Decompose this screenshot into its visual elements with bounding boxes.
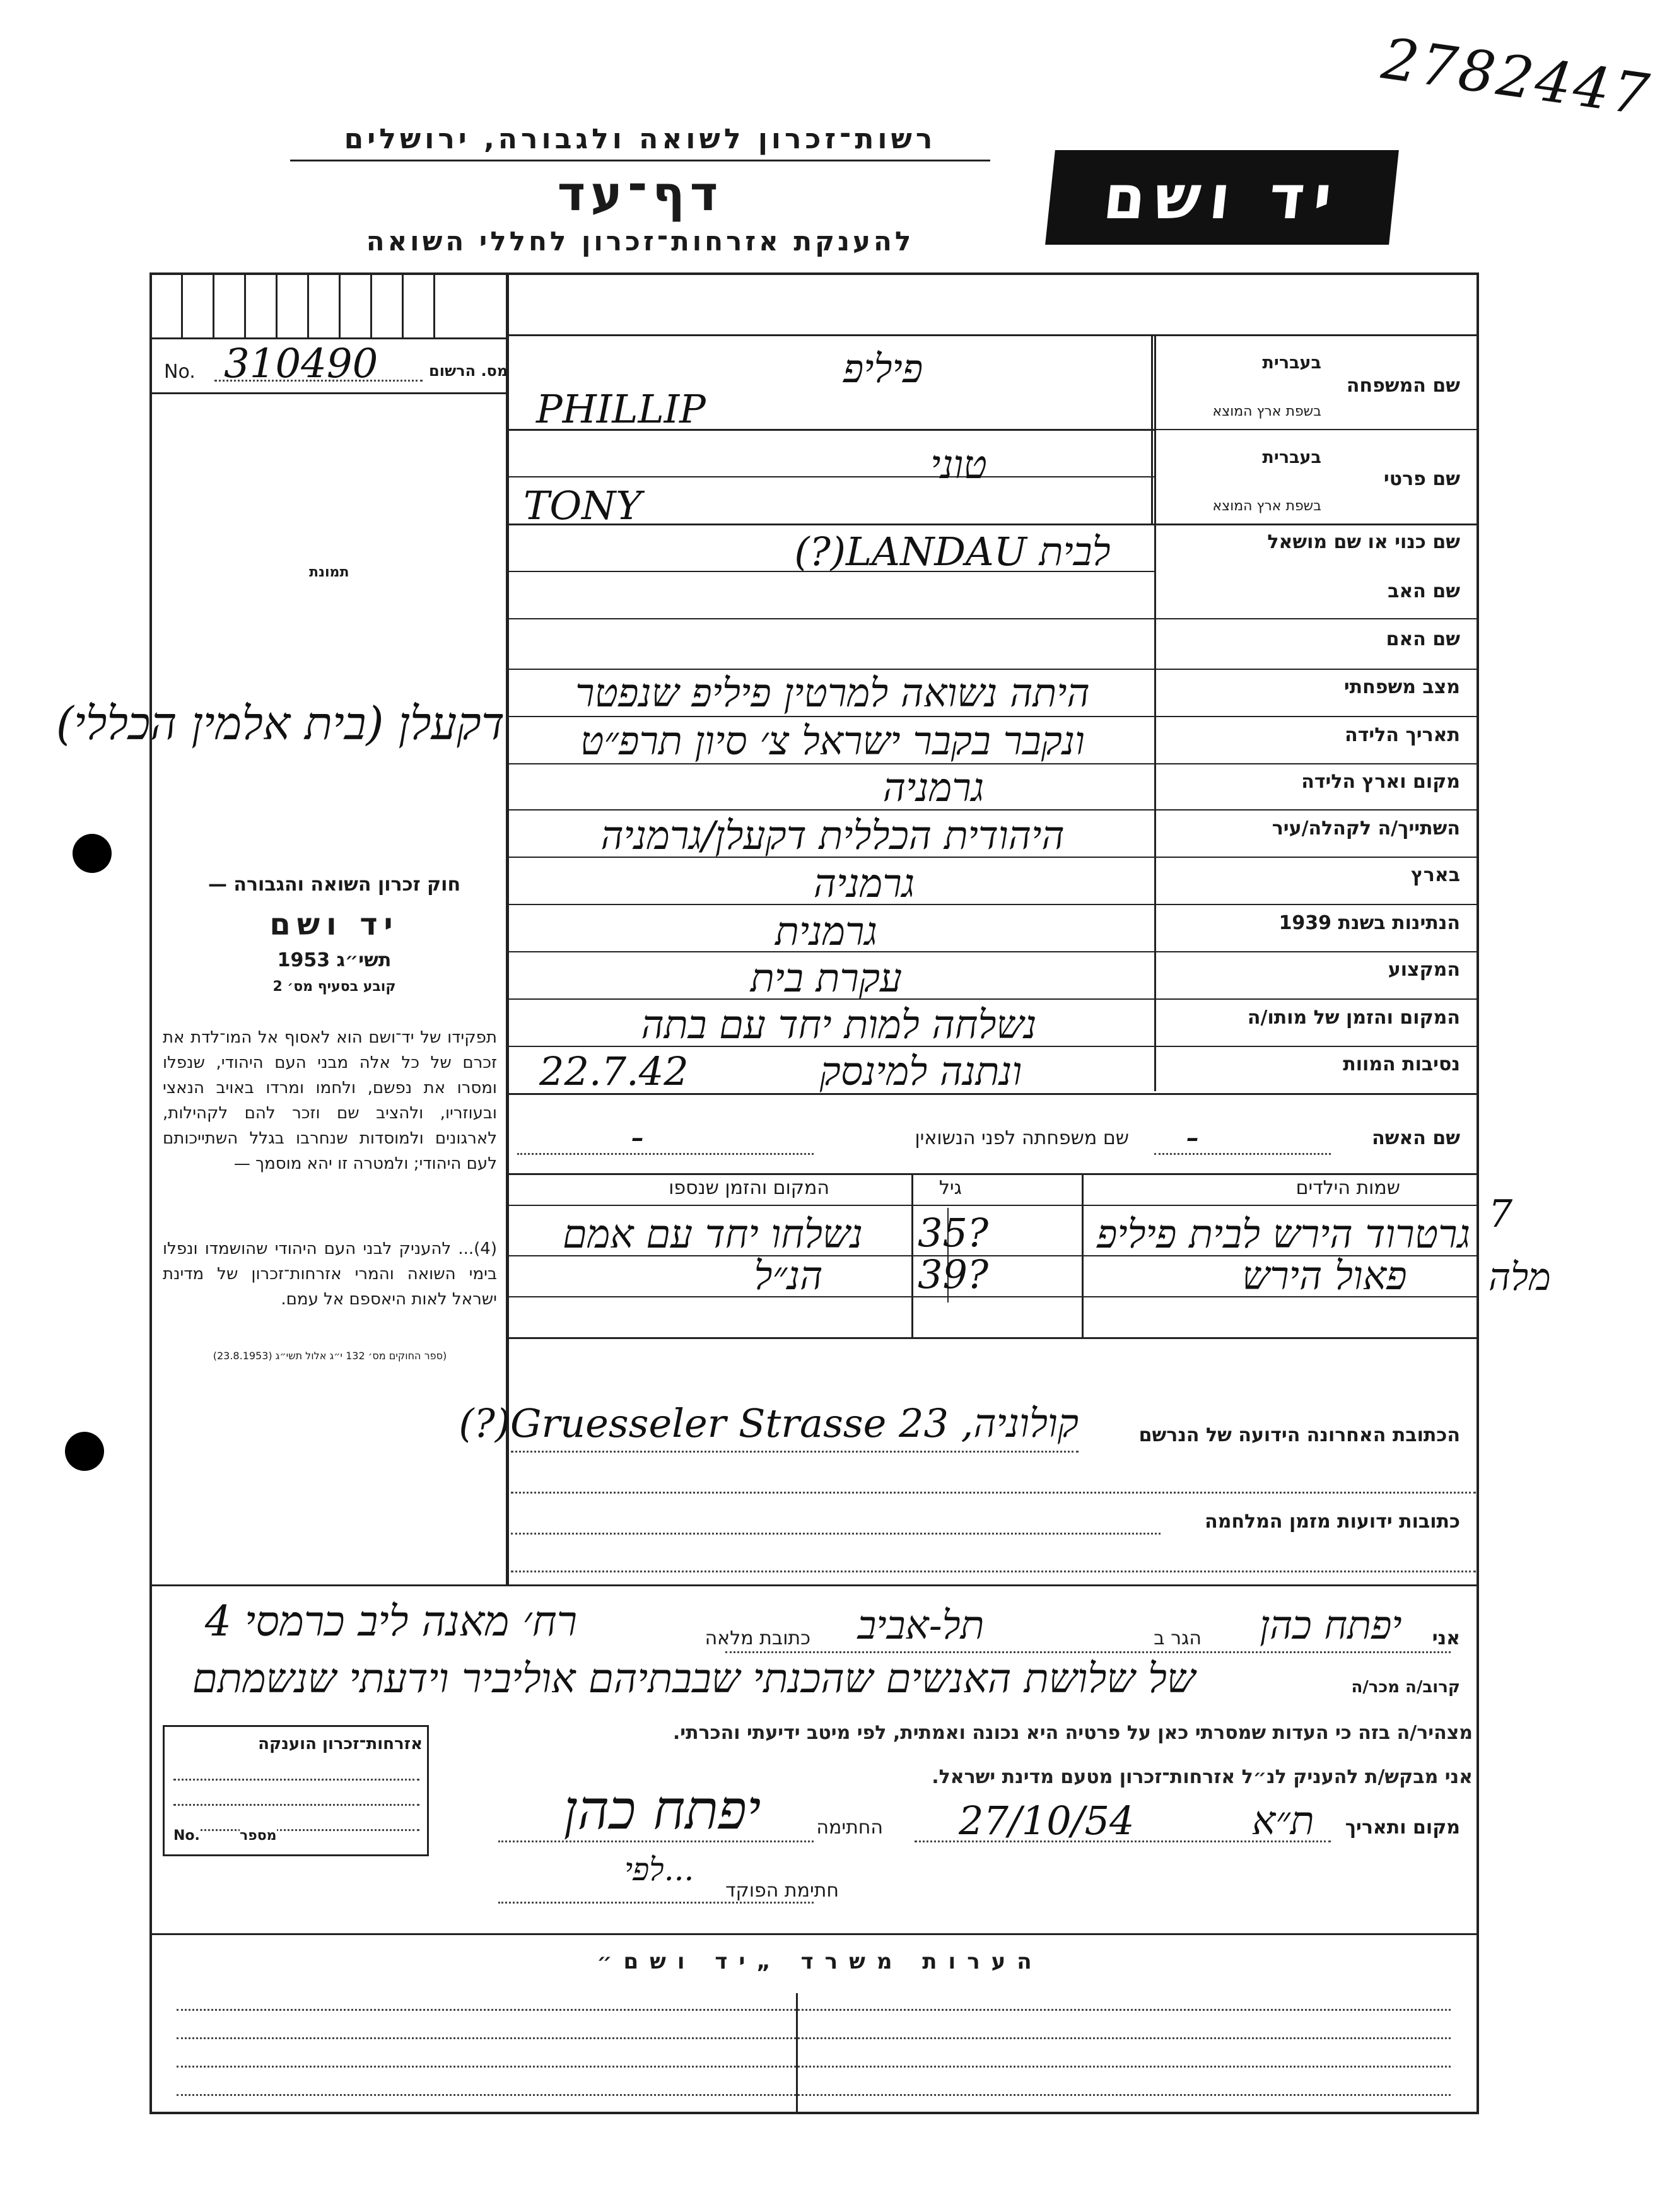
row-line xyxy=(506,618,1479,619)
row-line xyxy=(506,1337,1479,1339)
section-line xyxy=(149,1584,1479,1586)
law-citation: (ספר החוקים מס׳ 132 י״ג אלול תשי״ג (23.8.1953) xyxy=(213,1350,447,1362)
hole-punch xyxy=(65,1432,104,1471)
authority-title: רשות־זכרון לשואה ולגבורה, ירושלים xyxy=(344,123,937,155)
law-name: יד ושם xyxy=(269,907,399,942)
child-place-2: הנ״ל xyxy=(754,1253,823,1299)
row-line xyxy=(506,476,1154,477)
law-text-1: תפקידו של יד־ושם הוא לאסוף אל המו־לדת את זכרם של כל אלה מבני העם היהודי, שנפלו ומסרו את נפשם, ולחמו ומרדו באויב הנאצי ובעוזריו, ולהציב שם וזכר להם לקהילות, לארגונים ולמוסדות שנחרבו בגלל השתייכותם לעם היהודי; ולמטרה זו יהא מוסמך — xyxy=(163,1028,497,1173)
strip-div xyxy=(433,272,435,337)
strip-div xyxy=(244,272,246,337)
value-last-address: קולוניה, Gruesseler Strasse 23(?) xyxy=(459,1400,1079,1446)
notes-dots xyxy=(177,2066,1451,2068)
value-witness-name: יפתח כהן xyxy=(1260,1602,1402,1648)
value-witness-relation: של שלושת האנשים שהכנתי שבבתיהם אוליביר וידעתי שנשמתם xyxy=(192,1656,1196,1702)
spouse-maiden-dots xyxy=(517,1153,814,1155)
child-name-1: גרטרוד הירש לבית פיליפ xyxy=(1096,1211,1471,1257)
label-first-hebrew: בעברית xyxy=(1262,448,1321,467)
section-line xyxy=(149,1933,1479,1935)
row-line xyxy=(506,1173,1479,1175)
child-age-2: 39? xyxy=(918,1251,989,1297)
value-profession: עקרת בית xyxy=(750,955,903,1001)
law-text-2: (4)... להעניק לבני העם היהודי שהושמדו ונפלו בימי השואה והמרי אזרחות־זכרון של מדינת ישראל לאות היאספם אל עמם. xyxy=(163,1239,497,1309)
signature-dots xyxy=(498,1840,814,1842)
wartime-dots xyxy=(511,1533,1161,1535)
law-clause: קובע בסעיף מס׳ 2 xyxy=(272,979,396,995)
row-line xyxy=(506,524,1479,525)
registry-dots xyxy=(214,380,423,382)
strip-div xyxy=(402,272,404,337)
strip-div xyxy=(339,272,341,337)
right-margin-note-2: מלה xyxy=(1488,1255,1551,1299)
label-death-circ: נסיבות המוות xyxy=(1343,1053,1460,1075)
row-line xyxy=(506,904,1479,905)
law-year: תשי״ג 1953 xyxy=(277,949,392,971)
wartime-dots-2 xyxy=(511,1571,1476,1572)
child-place-1: נשלחו יחד עם אמם xyxy=(562,1211,863,1257)
col-children-place: המקום והזמן שנספו xyxy=(669,1177,829,1199)
notes-dots xyxy=(177,2094,1451,2096)
spouse-dots xyxy=(1154,1153,1331,1155)
value-date: 27/10/54 xyxy=(959,1798,1135,1844)
left-margin-note: דקעלן (בית אלמין הכללי) xyxy=(56,697,505,750)
granted-dots xyxy=(173,1804,419,1806)
value-death-circ: ונתנה למינסק xyxy=(819,1048,1022,1094)
granted-no-label: No. xyxy=(173,1828,200,1844)
value-signature: יפתח כהן xyxy=(563,1779,761,1842)
label-family-native: בשפת ארץ המוצא xyxy=(1212,404,1321,419)
value-place: ת״א xyxy=(1252,1798,1314,1844)
granted-dots xyxy=(173,1829,419,1831)
label-birth-place: מקום וארץ הלידה xyxy=(1301,771,1460,793)
place-date-dots xyxy=(915,1840,1331,1842)
label-witness-resides: הגר ב xyxy=(1154,1627,1202,1649)
value-officer: לפי... xyxy=(624,1851,694,1888)
value-witness-address: רח׳ מאנה ליב כרמסי 4 xyxy=(204,1597,578,1646)
value-death-place: נשלחה למות יחד עם בתה xyxy=(641,1002,1037,1048)
authority-underline xyxy=(290,160,990,161)
value-nickname: לבית LANDAU(?) xyxy=(794,529,1111,575)
office-notes-title: הערות משרד „יד ושם״ xyxy=(597,1949,1043,1974)
label-spouse-maiden: שם משפחתה לפני הנשואין xyxy=(915,1127,1129,1149)
label-community: השתייך/ה לקהלה/עיר xyxy=(1272,817,1460,840)
strip-div xyxy=(181,272,183,337)
label-place-date: מקום ותאריך xyxy=(1345,1817,1460,1839)
logo-text: יד ושם xyxy=(1100,162,1344,233)
label-last-address: הכתובת האחרונה הידועה של הנרשם xyxy=(1138,1424,1460,1446)
label-nickname: שם כנוי או שם מושאל xyxy=(1267,531,1460,553)
value-family-native: PHILLIP xyxy=(536,386,706,432)
value-marital: היתה נשואה למרטין פיליפ שנפטר xyxy=(575,670,1090,716)
value-death-date: 22.7.42 xyxy=(539,1048,689,1094)
value-country: גרמניה xyxy=(813,860,915,906)
granted-title: אזרחות־זכרון הוענקה xyxy=(258,1735,423,1753)
last-address-dots-2 xyxy=(511,1492,1476,1494)
strip-div xyxy=(307,272,309,337)
registry-row-line xyxy=(149,392,506,394)
notes-dots xyxy=(177,2037,1451,2039)
row-line xyxy=(506,998,1479,1000)
left-column-divider xyxy=(506,272,509,1584)
strip-div xyxy=(370,272,372,337)
strip-div xyxy=(213,272,214,337)
witness-declaration: מצהיר/ה בזה כי העדות שמסרתי כאן על פרטיה היא נכונה ואמתית, לפי מיטב ידיעתי והכרתי. xyxy=(672,1722,1473,1744)
top-strip-line xyxy=(149,337,506,339)
notes-dots xyxy=(177,2009,1451,2011)
officer-dots xyxy=(498,1902,814,1904)
witness-request: אני מבקש/ת להעניק לנ״ל אזרחות־זכרון מטעם מדינת ישראל. xyxy=(932,1766,1473,1788)
registry-no-label: No. xyxy=(164,361,196,383)
label-country: בארץ xyxy=(1410,864,1460,886)
value-witness-city: תל-אביב xyxy=(857,1602,985,1648)
label-birth-date: תאריך הלידה xyxy=(1345,724,1460,746)
granted-dots xyxy=(173,1779,419,1781)
strip-div xyxy=(276,272,278,337)
registry-number: 310490 xyxy=(224,341,378,387)
label-family-name: שם המשפחה xyxy=(1346,375,1460,397)
label-first-native: בשפת ארץ המוצא xyxy=(1212,498,1321,514)
col-children-names: שמות הילדים xyxy=(1295,1177,1400,1199)
label-mother: שם האם xyxy=(1386,628,1460,650)
photo-label: תמונת xyxy=(309,565,349,580)
top-row-line xyxy=(506,334,1479,336)
value-first-hebrew: טוני xyxy=(930,442,987,488)
granted-number-label: מספר xyxy=(240,1828,277,1844)
registry-label: מס. הרשום xyxy=(429,362,508,380)
last-address-dots xyxy=(511,1451,1079,1453)
row-line xyxy=(506,951,1479,952)
label-witness-i: אני xyxy=(1432,1627,1460,1649)
label-witness-address: כתובת מלאה xyxy=(705,1627,810,1649)
value-first-native: TONY xyxy=(523,483,642,529)
form-title: דף־עד xyxy=(557,165,723,221)
label-column-divider xyxy=(1154,334,1156,1091)
value-family-hebrew: פיליפ xyxy=(843,346,923,392)
value-birth-date: ונקבר בקבר ישראל צ׳ סיון תרפ״ט xyxy=(580,718,1085,764)
value-spouse-maiden: - xyxy=(631,1113,644,1159)
label-signature: החתימה xyxy=(816,1817,883,1839)
yad-vashem-logo xyxy=(1045,150,1399,245)
value-birth-place: גרמניה xyxy=(882,764,985,810)
law-title: חוק זכרון השואה והגבורה — xyxy=(208,874,461,896)
label-death-place: המקום והזמן של מותו/ה xyxy=(1247,1007,1460,1029)
label-citizenship: הנתינות בשנת 1939 xyxy=(1278,912,1460,934)
label-family-hebrew: בעברית xyxy=(1262,353,1321,373)
value-spouse: - xyxy=(1186,1113,1199,1159)
label-first-name: שם פרטי xyxy=(1383,468,1460,490)
witness-dots xyxy=(725,1651,1451,1653)
child-age-1: 35? xyxy=(918,1210,989,1256)
right-margin-note: 7 xyxy=(1488,1192,1513,1236)
label-father: שם האב xyxy=(1388,580,1460,602)
form-subtitle: להענקת אזרחות־זכרון לחללי השואה xyxy=(366,226,915,257)
child-name-2: פאול הירש xyxy=(1242,1253,1407,1299)
hole-punch xyxy=(73,834,112,873)
label-marital: מצב משפחתי xyxy=(1343,676,1460,698)
archive-number: 2782447 xyxy=(1377,25,1655,129)
label-profession: המקצוע xyxy=(1388,959,1460,981)
value-citizenship: גרמנית xyxy=(775,908,877,954)
col-children-age: גיל xyxy=(939,1177,962,1199)
label-officer: חתימת הפוקד xyxy=(725,1880,839,1902)
row-line xyxy=(506,1205,1479,1206)
label-witness-relation: קרוב/ה מכר/ה xyxy=(1351,1678,1460,1697)
value-community: היהודית הכללית דקעלן/גרמניה xyxy=(600,812,1065,858)
label-spouse: שם האשה xyxy=(1372,1127,1460,1149)
label-wartime-address: כתובות ידועות מזמן המלחמה xyxy=(1205,1511,1460,1533)
